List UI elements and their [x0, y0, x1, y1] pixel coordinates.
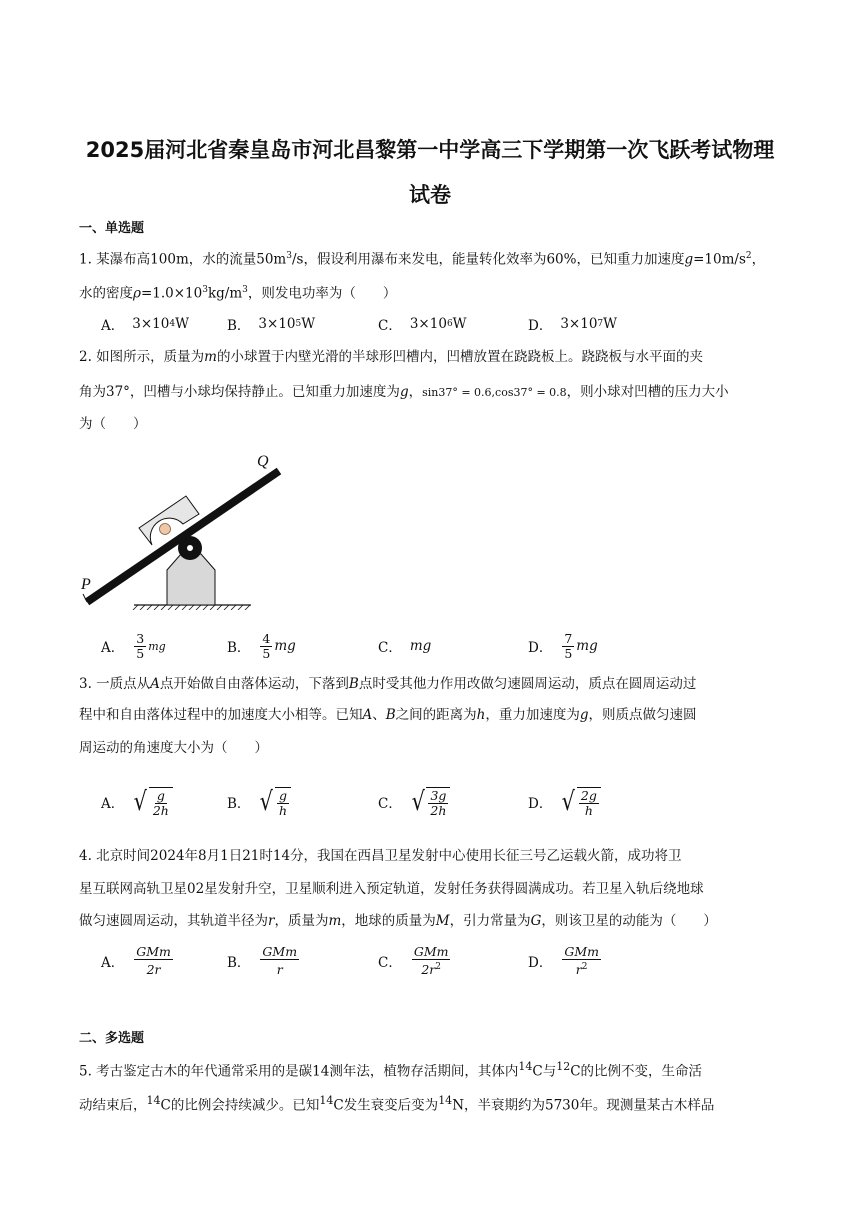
option-tail: mg [409, 638, 432, 654]
option-label: B． [227, 796, 251, 812]
q2-text-e: ，则小球对凹槽的压力大小 [566, 384, 729, 400]
q4-line-2: 星互联网高轨卫星02星发射升空，卫星顺利进入预定轨道，发射任务获得圆满成功。若卫星入轨后绕地球 [79, 881, 704, 897]
fraction-numerator: 3g [430, 787, 447, 803]
q2-text-d: ， [408, 384, 423, 400]
q3-option-d[interactable] [528, 782, 601, 822]
sqrt-sign: √ [561, 787, 576, 817]
label-q: Q [257, 453, 269, 470]
q1-text-b: /s，假设利用瀑布来发电，能量转化效率为60%，已知重力加速度 [291, 251, 685, 268]
option-unit: W [603, 316, 618, 332]
q2-text-c: 角为37°，凹槽与小球均保持静止。已知重力加速度为 [79, 384, 400, 400]
sqrt-expression [560, 787, 601, 818]
label-p: P [81, 576, 91, 593]
section-heading-multi-choice: 二、多选题 [79, 1031, 145, 1046]
fraction-numerator: 7 [564, 630, 573, 646]
exam-title-line-1: 2025届河北省秦皇岛市河北昌黎第一中学高三下学期第一次飞跃考试物理 [85, 138, 775, 162]
q1-option-b[interactable] [227, 304, 315, 344]
q2-options [101, 626, 801, 666]
fraction-numerator: 2g [580, 787, 597, 803]
q1-option-c[interactable] [378, 304, 467, 344]
fraction-numerator: GMm [262, 943, 298, 959]
option-fraction [562, 632, 574, 661]
q2-option-d[interactable] [528, 626, 598, 666]
pivot-pin [187, 545, 193, 551]
q1-option-d[interactable] [528, 304, 617, 344]
sqrt-expression [410, 787, 451, 818]
q4-text-e: ，则该卫星的动能为（ ） [541, 913, 717, 929]
q2-line-1: 2. 如图所示，质量为m的小球置于内壁光滑的半球形凹槽内，凹槽放置在跷跷板上。跷跷板与水平面的夹 [79, 349, 703, 365]
q2-option-c[interactable] [378, 626, 431, 666]
q3-text-b: 点开始做自由落体运动，下落到 [159, 676, 349, 692]
option-value: 3×10 [132, 316, 170, 332]
q5-line-2 [79, 1090, 784, 1117]
q3-option-a[interactable] [101, 782, 173, 822]
q1-text-c: =10m/s [693, 251, 746, 268]
q1-text-e: =1.0×10 [140, 285, 203, 302]
q3-text-c: 点时受其他力作用改做匀速圆周运动，质点在圆周运动过 [358, 676, 697, 692]
q4-text-a: 做匀速圆周运动，其轨道半径为 [79, 913, 268, 929]
q2-trig-values: sin37° = 0.6,cos37° = 0.8 [422, 386, 567, 399]
option-tail: mg [576, 638, 598, 654]
option-label: C． [378, 640, 402, 656]
fraction-numerator: 3 [136, 630, 145, 646]
q3-text-a: 3. 一质点从 [79, 676, 151, 692]
ball [160, 524, 171, 535]
isotope-mass-14: 14 [518, 1060, 533, 1073]
fraction-denominator: 5 [262, 645, 271, 661]
q1-text-g: ，则发电功率为（ ） [247, 285, 397, 302]
option-label: C． [378, 318, 402, 334]
q4-options [101, 941, 801, 981]
option-tail: mg [274, 638, 296, 654]
option-fraction [260, 632, 272, 661]
option-unit: W [452, 316, 467, 332]
support-stand [167, 554, 215, 605]
q4-option-b[interactable] [227, 941, 301, 981]
option-exponent: 7 [597, 319, 604, 329]
q2-line-2: 角为37°，凹槽与小球均保持静止。已知重力加速度为g，sin37° = 0.6,cos37° = 0.8，则小球对凹槽的压力大小 [79, 384, 729, 400]
option-label: D． [528, 318, 553, 334]
option-unit: W [175, 316, 189, 332]
q5-text-b: C与 [532, 1063, 557, 1080]
isotope-mass-14: 14 [438, 1094, 453, 1107]
q3-text-h: ，则质点做匀速圆 [588, 707, 697, 723]
q3-line-2: 程中和自由落体过程中的加速度大小相等。已知A、B之间的距离为h，重力加速度为g，则质点做匀速圆 [79, 707, 697, 723]
q5-text-d: 动结束后， [79, 1097, 147, 1114]
sqrt-sign: √ [411, 787, 425, 817]
option-label: A． [101, 955, 125, 971]
fraction-denominator: 2h [430, 802, 447, 818]
q4-text-c: ，地球的质量为 [341, 913, 436, 929]
option-value: 3×10 [409, 316, 447, 332]
sqrt-sign: √ [260, 787, 274, 817]
option-label: D． [528, 955, 553, 971]
fraction-denominator: 5 [136, 645, 145, 661]
denominator-exponent: 2 [581, 961, 588, 972]
fraction-denominator: h [279, 802, 288, 818]
q4-text-b: ，质量为 [274, 913, 329, 929]
fraction-denominator: r [575, 962, 582, 978]
section-heading-single-choice: 一、单选题 [79, 221, 145, 236]
q3-text-e: 、 [372, 707, 386, 723]
sqrt-sign: √ [133, 787, 148, 817]
fraction-denominator: 2h [152, 802, 169, 818]
q2-option-a[interactable] [101, 626, 166, 666]
q2-text-b: 的小球置于内壁光滑的半球形凹槽内，凹槽放置在跷跷板上。跷跷板与水平面的夹 [216, 349, 703, 365]
q5-text-f: C发生衰变后变为 [333, 1097, 439, 1114]
q5-text-g: N，半衰期约为5730年。现测量某古木样品 [452, 1097, 715, 1114]
fraction-numerator: GMm [564, 943, 599, 959]
option-label: B． [227, 318, 251, 334]
option-label: C． [378, 796, 402, 812]
sqrt-expression [132, 787, 173, 818]
q2-option-b[interactable] [227, 626, 296, 666]
q2-line-3: 为（ ） [79, 416, 147, 432]
q4-option-a[interactable] [101, 941, 175, 981]
fraction-numerator: GMm [136, 943, 171, 959]
fraction-denominator: r [276, 962, 283, 978]
q2-text-a: 2. 如图所示，质量为 [79, 349, 205, 365]
fraction-denominator: 5 [564, 645, 573, 661]
q3-option-c[interactable] [378, 782, 450, 822]
isotope-mass-14: 14 [146, 1094, 161, 1107]
q3-line-1: 3. 一质点从A点开始做自由落体运动，下落到B点时受其他力作用改做匀速圆周运动，质点在圆周运动过 [79, 676, 697, 692]
option-tail: mg [148, 639, 166, 653]
option-exponent: 6 [446, 319, 453, 329]
sqrt-expression [258, 787, 291, 818]
q3-line-3: 周运动的角速度大小为（ ） [79, 740, 268, 756]
q5-text-e: C的比例会持续减少。已知 [160, 1097, 320, 1114]
q5-text-a: 5. 考古鉴定古木的年代通常采用的是碳14测年法，植物存活期间，其体内 [79, 1063, 519, 1080]
fraction-numerator: 4 [262, 630, 271, 646]
option-label: A． [101, 640, 125, 656]
q1-options [101, 304, 801, 344]
q4-option-d[interactable] [528, 941, 603, 981]
fraction-denominator: h [584, 802, 593, 818]
option-exponent: 4 [169, 319, 176, 329]
option-label: B． [227, 640, 251, 656]
q4-line-3: 做匀速圆周运动，其轨道半径为r，质量为m，地球的质量为M，引力常量为G，则该卫星的动能为（ ） [79, 913, 717, 929]
q3-options [101, 782, 801, 822]
option-unit: W [301, 316, 316, 332]
q3-text-d: 程中和自由落体过程中的加速度大小相等。已知 [79, 707, 363, 723]
option-label: D． [528, 640, 553, 656]
q4-text-d: ，引力常量为 [449, 913, 531, 929]
fraction-numerator: GMm [413, 943, 449, 959]
option-exponent: 5 [295, 319, 302, 329]
q1-option-a[interactable] [101, 304, 189, 344]
fraction-numerator: g [156, 787, 165, 803]
q1-line-2: 水的密度$\rho=1.0\times 10^3kg/m^3$，则发电功率为（ ） [79, 285, 397, 302]
fraction-numerator: g [279, 787, 288, 803]
q3-text-g: ，重力加速度为 [485, 707, 580, 723]
option-value: 3×10 [258, 316, 296, 332]
option-value: 3×10 [560, 316, 598, 332]
ground-hatching [133, 605, 250, 610]
option-label: A． [101, 796, 125, 812]
q3-text-f: 之间的距离为 [395, 707, 477, 723]
q5-text-c: C的比例不变，生命活 [570, 1063, 703, 1080]
q1-text-a: 1. 某瀑布高100m，水的流量50m [79, 251, 287, 268]
option-label: D． [528, 796, 553, 812]
q5-line-1 [79, 1056, 784, 1083]
option-label: C． [378, 955, 402, 971]
q1-text-d: 水的密度 [79, 285, 133, 302]
q1-text-f: kg/m [207, 285, 243, 302]
isotope-mass-12: 12 [556, 1060, 571, 1073]
exam-title-line-2: 试卷 [409, 183, 451, 207]
option-label: A． [101, 318, 125, 334]
q1-line-1: 1. 某瀑布高100m，水的流量$50m^3/s$，假设利用瀑布来发电，能量转化效率为60%，已知重力加速度$g=10m/s^2$， [79, 251, 766, 268]
option-fraction [134, 632, 146, 661]
fraction-denominator: 2r [146, 962, 161, 978]
seesaw-figure [79, 450, 289, 610]
fraction-denominator: 2r [421, 962, 436, 978]
denominator-exponent: 2 [435, 961, 441, 972]
option-label: B． [227, 955, 251, 971]
q4-line-1: 4. 北京时间2024年8月1日21时14分，我国在西昌卫星发射中心使用长征三号乙运载火箭，成功将卫 [79, 848, 682, 864]
q3-option-b[interactable] [227, 782, 291, 822]
q4-option-c[interactable] [378, 941, 452, 981]
isotope-mass-14: 14 [319, 1094, 334, 1107]
